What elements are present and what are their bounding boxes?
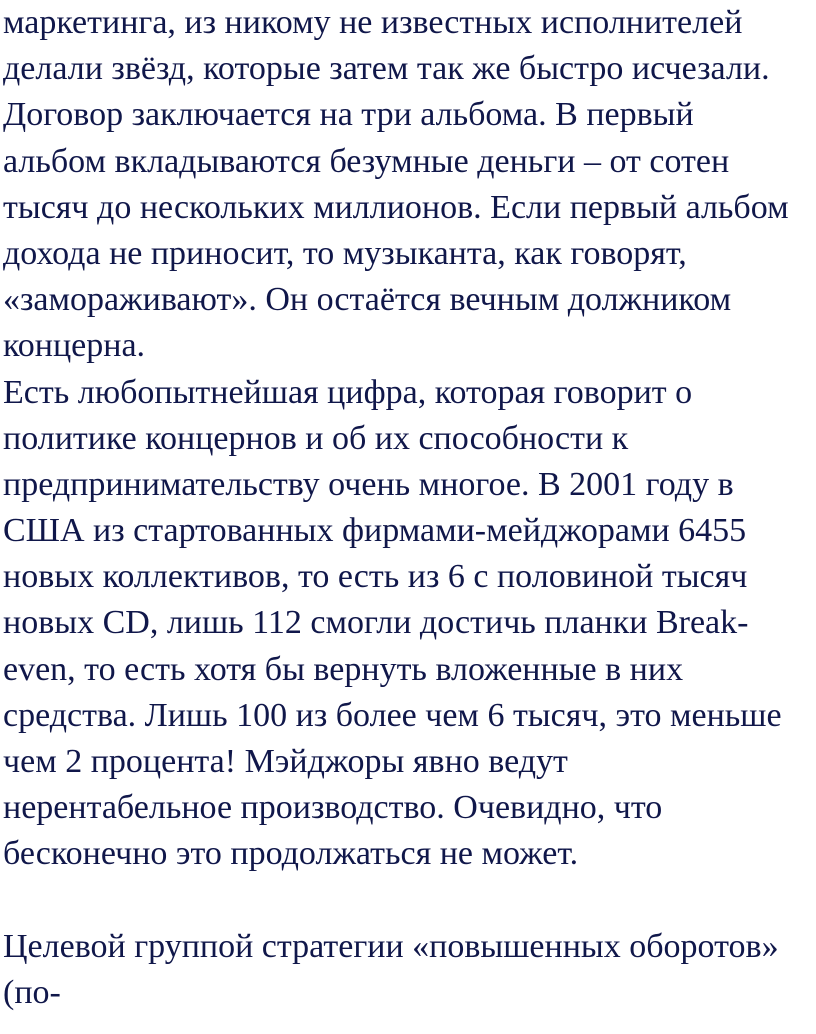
text-line: дохода не приносит, то музыканта, как говорят, <box>3 234 687 272</box>
text-line: (по- <box>3 973 61 1011</box>
text-line: делали звёзд, которые затем так же быстро исчезали. <box>3 50 770 88</box>
text-line: бесконечно это продолжаться не может. <box>3 835 579 873</box>
text-line: средства. Лишь 100 из более чем 6 тысяч, это меньше <box>3 696 782 734</box>
text-line: новых CD, лишь 112 смогли достичь планки Break- <box>3 604 749 642</box>
text-line: чем 2 процента! Мэйджоры явно ведут <box>3 743 568 780</box>
text-line: Целевой группой стратегии «повышенных оборотов» <box>3 927 779 965</box>
paragraph-spacer <box>3 878 813 924</box>
paragraph-3 <box>3 924 813 1016</box>
text-line: политике концернов и об их способности к <box>3 419 629 457</box>
text-line: новых коллективов, то есть из 6 с половиной тысяч <box>3 558 748 596</box>
text-line: Договор заключается на три альбома. В первый <box>3 96 694 134</box>
text-line: маркетинга, из никому не известных исполнителей <box>3 4 743 41</box>
text-line: нерентабельное производство. Очевидно, что <box>3 789 663 827</box>
document-page <box>3 0 813 1016</box>
text-line: «замораживают». Он остаётся вечным должником <box>3 281 732 319</box>
text-line: США из стартованных фирмами-мейджорами 6455 <box>3 512 747 550</box>
text-line: тысяч до нескольких миллионов. Если первый альбом <box>3 188 789 226</box>
text-line: концерна. <box>3 327 146 365</box>
text-line: Есть любопытнейшая цифра, которая говорит о <box>3 373 693 411</box>
paragraph-1 <box>3 0 813 370</box>
paragraph-2 <box>3 370 813 878</box>
text-line: альбом вкладываются безумные деньги – от сотен <box>3 142 730 180</box>
text-line: even, то есть хотя бы вернуть вложенные в них <box>3 650 684 688</box>
text-line: предпринимательству очень многое. В 2001 году в <box>3 465 734 503</box>
